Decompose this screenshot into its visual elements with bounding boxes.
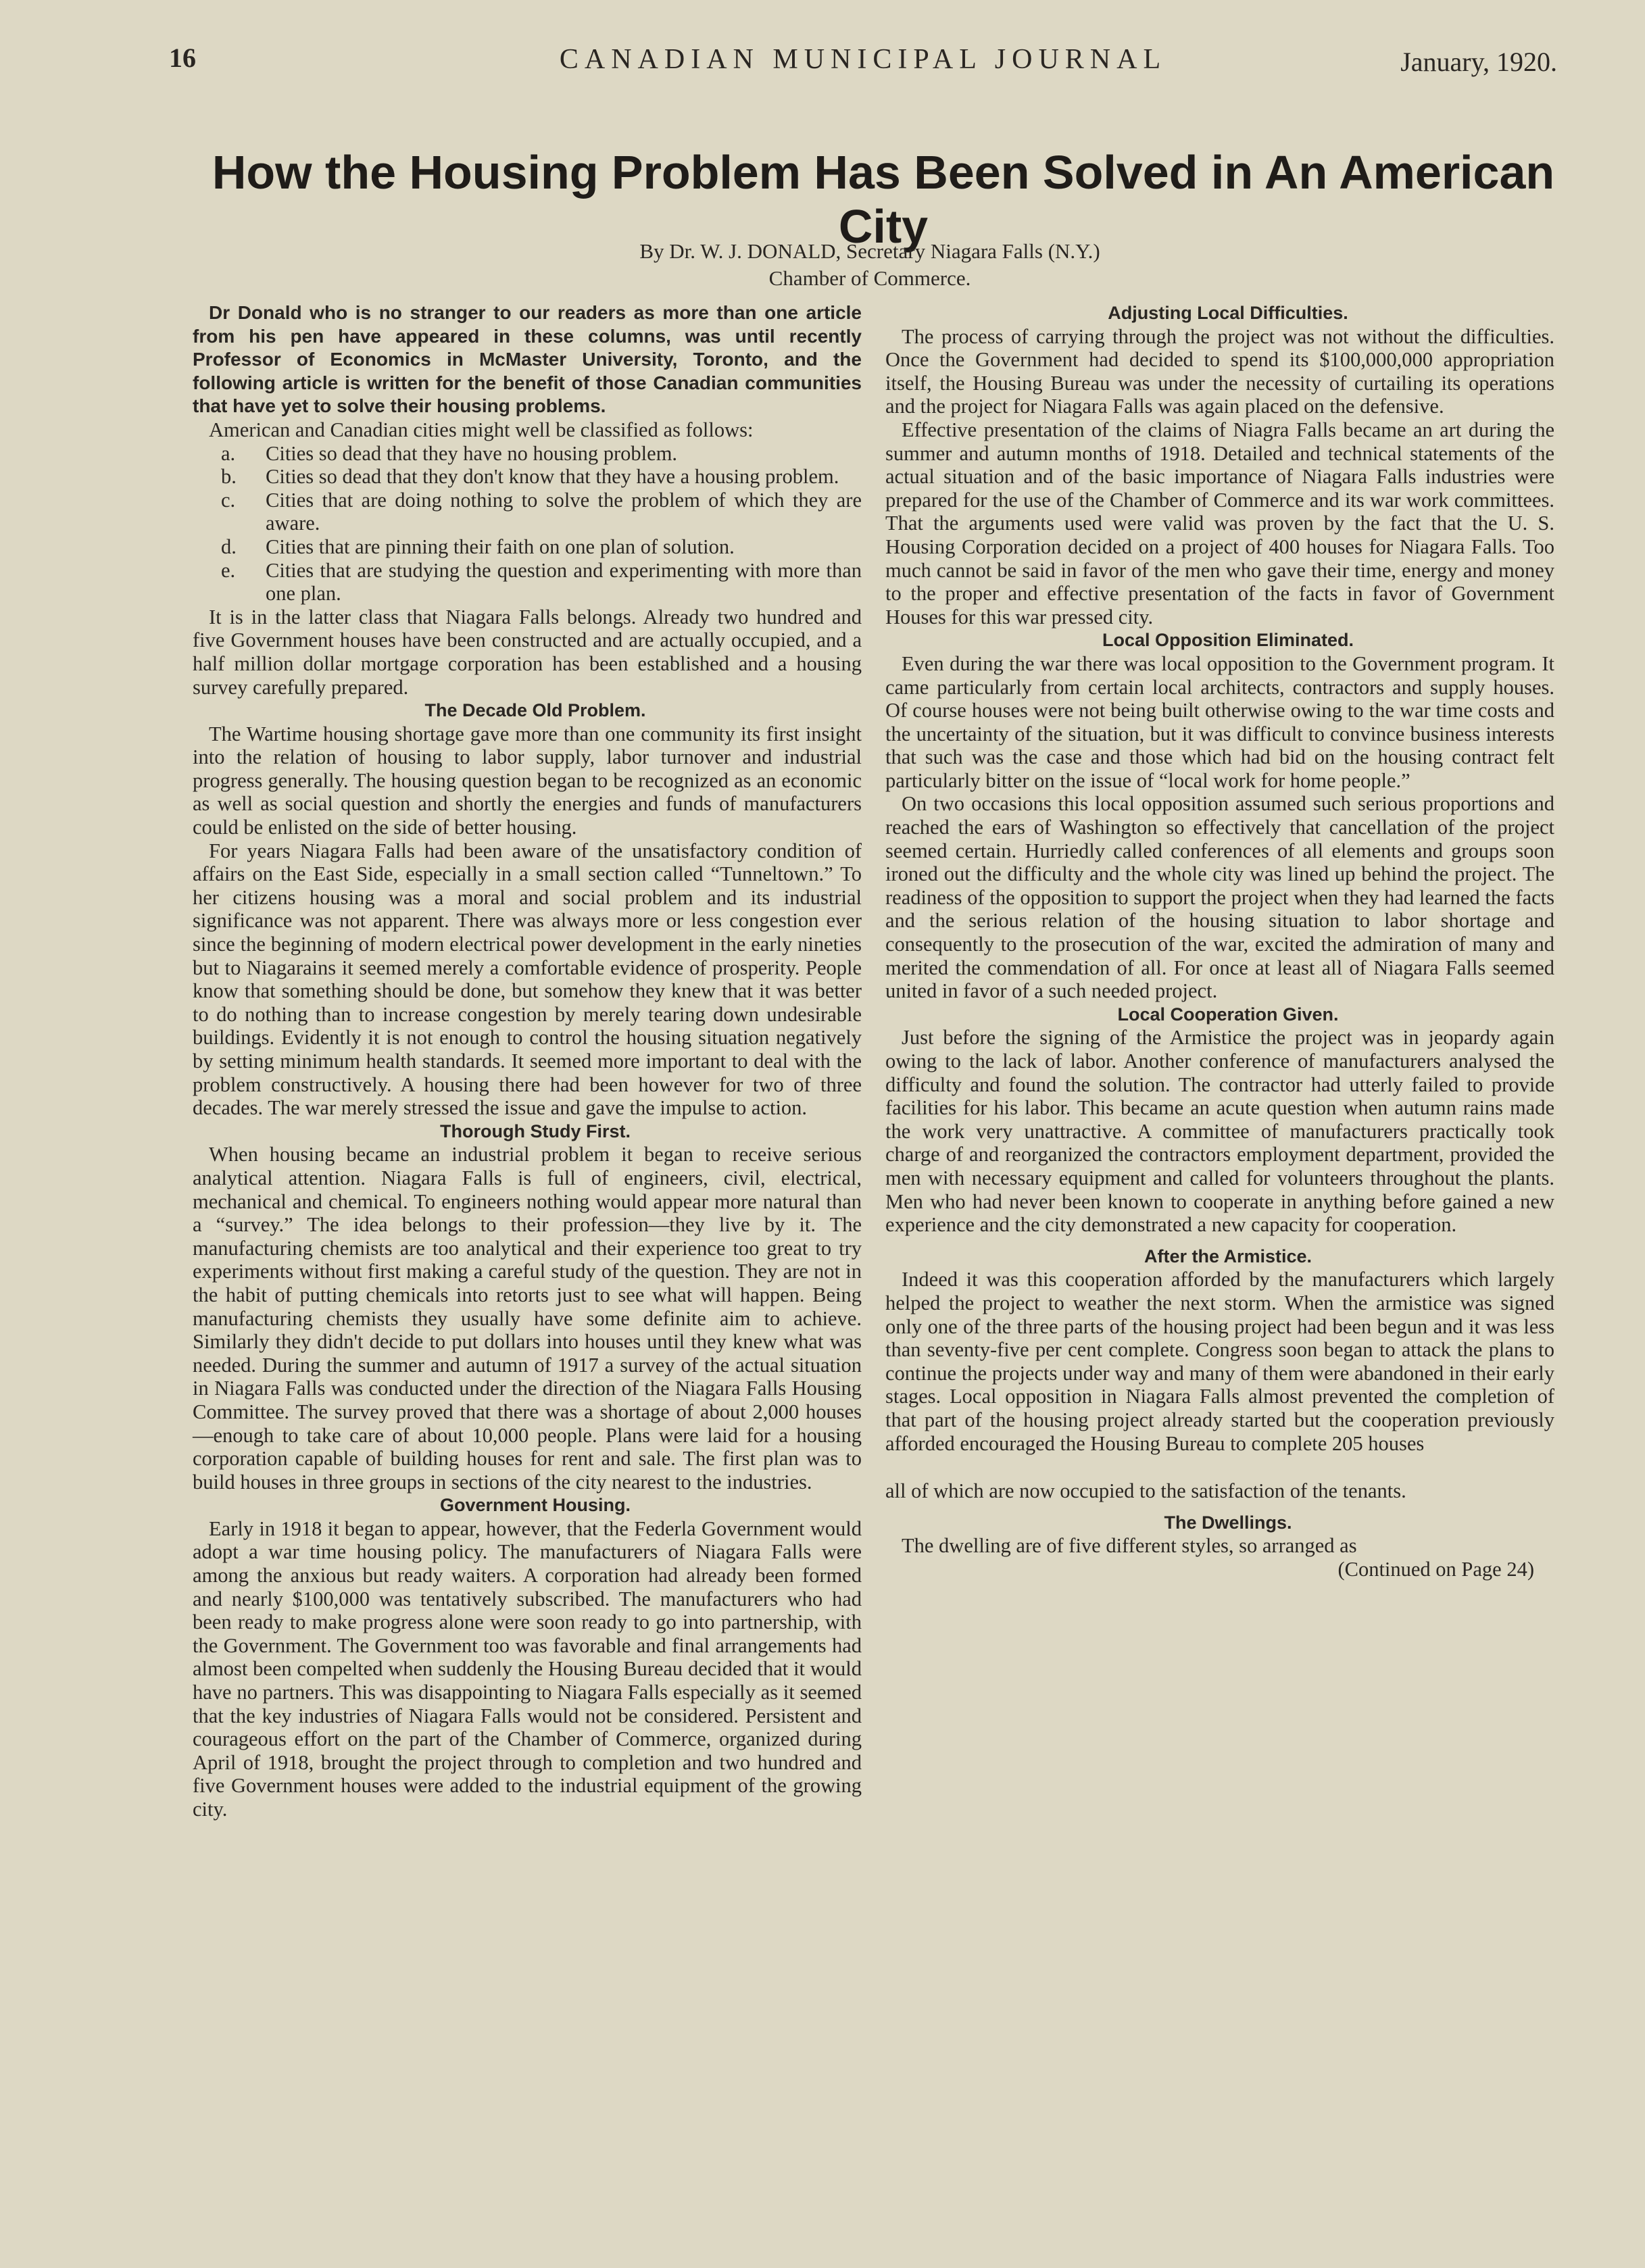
list-item-text: Cities so dead that they don't know that they have a housing problem.: [266, 465, 839, 489]
section-heading: Local Cooperation Given.: [1117, 1004, 1339, 1025]
classification-list: [193, 442, 862, 606]
running-header: [169, 42, 1557, 89]
list-marker: e.: [221, 558, 236, 582]
paragraph: The process of carrying through the project was not without the difficulties. Once the Government had decided to spend its $100,000,000 appropriation itself, the Housing Bureau was under the necessity of curtailing its operations and the project for Niagara Falls was again placed on the defensive.: [885, 324, 1554, 418]
paragraph: all of which are now occupied to the satisfaction of the tenants.: [885, 1479, 1406, 1503]
section-heading: After the Armistice.: [1144, 1246, 1312, 1266]
list-item-text: Cities that are doing nothing to solve the problem of which they are aware.: [266, 488, 862, 535]
list-item-text: Cities so dead that they have no housing problem.: [266, 441, 678, 465]
paragraph: Indeed it was this cooperation afforded by the manufacturers which largely helped the project to weather the next storm. When the armistice was signed only one of the three parts of the housing project had been begun and it was less than seventy-five per cent complete. Congress soon began to attack the plans to continue the projects under way and many of them were abandoned in their early stages. Local opposition in Niagara Falls almost prevented the completion of that part of the housing project already started but the cooperation previously afforded encouraged the Housing Bureau to complete 205 houses: [885, 1268, 1554, 1455]
paragraph: Even during the war there was local opposition to the Government program. It came particularly from certain local architects, contractors and supply houses. Of course houses were not being built otherwise owing to the war time costs and the uncertainty of the situation, but it was difficult to convince business interests that such was the case and those which had bid on the housing contract felt particularly bitter on the issue of “local work for home people.”: [885, 651, 1554, 792]
section-heading: Adjusting Local Difficulties.: [1108, 303, 1348, 323]
journal-name: CANADIAN MUNICIPAL JOURNAL: [559, 44, 1167, 75]
list-marker: a.: [221, 441, 236, 465]
paragraph: On two occasions this local opposition assumed such serious proportions and reached the ears of Washington so effectively that cancellation of the project seemed certain. Hurriedly called conferences of all elements and groups soon ironed out the difficulty and the whole city was lined up behind the project. The readiness of the opposition to support the project when they had learned the facts and the serious relation of the housing situation to labor shortage and consequently to the prosecution of the war, excited the admiration of many and merited the commendation of all. For once at least all of Niagara Falls seemed united in favor of a such needed project.: [885, 792, 1554, 1003]
list-item: [193, 559, 862, 606]
issue-date: January, 1920.: [1400, 47, 1557, 77]
list-item: [193, 489, 862, 535]
list-item-text: Cities that are studying the question and experimenting with more than one plan.: [266, 558, 862, 606]
list-item: [193, 535, 862, 559]
paragraph: The dwelling are of five different styles, so arranged as: [902, 1534, 1357, 1558]
paragraph: Effective presentation of the claims of Niagra Falls became an art during the summer and autumn months of 1918. Detailed and technical statements of the actual situation and of the basic importance of Niagara Falls industries were prepared for the use of the Chamber of Commerce and its war work committees. That the arguments used were valid was proven by the fact that the U. S. Housing Corporation decided on a project of 400 houses for Niagara Falls. Too much cannot be said in favor of the men who gave their time, energy and money to the proper and effective presentation of the facts in favor of Government Houses for this war pressed city.: [885, 418, 1554, 628]
editor-intro: Dr Donald who is no stranger to our readers as more than one article from his pen have appeared in these columns, was until recently Professor of Economics in McMaster University, Toronto, and the following article is written for the benefit of those Canadian communities that have yet to solve their housing problems.: [193, 302, 862, 417]
list-item: [193, 465, 862, 489]
byline-author: By Dr. W. J. DONALD, Secretary Niagara Falls (N.Y.): [639, 239, 1100, 263]
paragraph: It is in the latter class that Niagara Falls belongs. Already two hundred and five Government houses have been constructed and are actually occupied, and a half million dollar mortgage corporation has been established and a housing survey carefully prepared.: [193, 605, 862, 699]
section-heading: The Decade Old Problem.: [424, 700, 646, 721]
list-marker: d.: [221, 535, 237, 558]
section-heading: Local Opposition Eliminated.: [1102, 630, 1354, 651]
section-heading: Thorough Study First.: [440, 1120, 631, 1141]
right-column: [885, 301, 1554, 1581]
paragraph: The Wartime housing shortage gave more than one community its first insight into the relation of housing to labor supply, labor turnover and industrial progress generally. The housing question began to be recognized as an economic as well as social question and shortly the energies and funds of manufacturers could be enlisted on the side of better housing.: [193, 722, 862, 839]
left-column: [193, 301, 862, 1821]
paragraph: Just before the signing of the Armistice the project was in jeopardy again owing to the lack of labor. Another conference of manufacturers analysed the difficulty and found the solution. The contractor had utterly failed to provide facilities for his labor. This became an acute question when autumn rains made the work very unattractive. A committee of manufacturers practically took charge of and reorganized the contractors employment department, provided the men with necessary equipment and called for volunteers throughout the plants. Men who had never been known to cooperate in anything before gained a new experience and the city demonstrated a new capacity for cooperation.: [885, 1026, 1554, 1237]
list-marker: c.: [221, 488, 236, 512]
paragraph: American and Canadian cities might well be classified as follows:: [209, 418, 754, 441]
paragraph: Early in 1918 it began to appear, however, that the Federla Government would adopt a war time housing policy. The manufacturers of Niagara Falls were among the anxious but ready waiters. A corporation had already been formed and nearly $100,000 was tentatively subscribed. The manufacturers who had been ready to make progress alone were soon ready to go into partnership, with the Government. The Government too was favorable and final arrangements had almost been compelted when suddenly the Housing Bureau decided that it would have no partners. This was disappointing to Niagara Falls especially as it seemed that the key industries of Niagara Falls would not be considered. Persistent and courageous effort on the part of the Chamber of Commerce, organized during April of 1918, brought the project through to completion and two hundred and five Government houses were added to the industrial equipment of the growing city.: [193, 1517, 862, 1821]
article-title: How the Housing Problem Has Been Solved in An American City: [212, 145, 1555, 253]
section-heading: The Dwellings.: [1164, 1512, 1292, 1533]
byline: [473, 238, 1267, 292]
list-item: [193, 442, 862, 466]
paragraph: When housing became an industrial problem it began to receive serious analytical attention. Niagara Falls is full of engineers, civil, electrical, mechanical and chemical. To engineers nothing would appear more natural than a “survey.” The idea belongs to their profession—they live by it. The manufacturing chemists are too analytical and their experience too great to try experiments without first making a careful study of the question. They are not in the habit of putting chemicals into retorts just to see what will happen. Being manufacturing chemists they usually have some definite aim to achieve. Similarly they didn't decide to put dollars into houses until they knew what was needed. During the summer and autumn of 1917 a survey of the actual situation in Niagara Falls was conducted under the direction of the Niagara Falls Housing Committee. The survey proved that there was a shortage of about 2,000 houses—enough to take care of about 10,000 people. Plans were laid for a housing corporation capable of building houses for rent and sale. The first plan was to build houses in three groups in sections of the city nearest to the industries.: [193, 1143, 862, 1494]
paragraph: For years Niagara Falls had been aware of the unsatisfactory condition of affairs on the East Side, especially in a small section called “Tunneltown.” To her citizens housing was a moral and social problem and its industrial significance was not apparent. There was always more or less congestion ever since the beginning of modern electrical power development in the early nineties but to Niagarains it seemed merely a comfortable evidence of prosperity. People know that something should be done, but somehow they knew that it was better to do nothing than to increase congestion by merely tearing down undesirable buildings. Evidently it is not enough to control the housing situation negatively by setting minimum health standards. It seemed more important to deal with the problem constructively. A housing there had been however for two of three decades. The war merely stressed the issue and gave the impulse to action.: [193, 839, 862, 1120]
column-gap: [885, 1455, 1554, 1479]
byline-organization: Chamber of Commerce.: [768, 266, 971, 290]
section-heading: Government Housing.: [439, 1495, 631, 1516]
page-number: 16: [169, 43, 196, 73]
list-marker: b.: [221, 465, 237, 489]
continued-note: (Continued on Page 24): [1337, 1557, 1534, 1581]
list-item-text: Cities that are pinning their faith on one plan of solution.: [266, 535, 735, 558]
